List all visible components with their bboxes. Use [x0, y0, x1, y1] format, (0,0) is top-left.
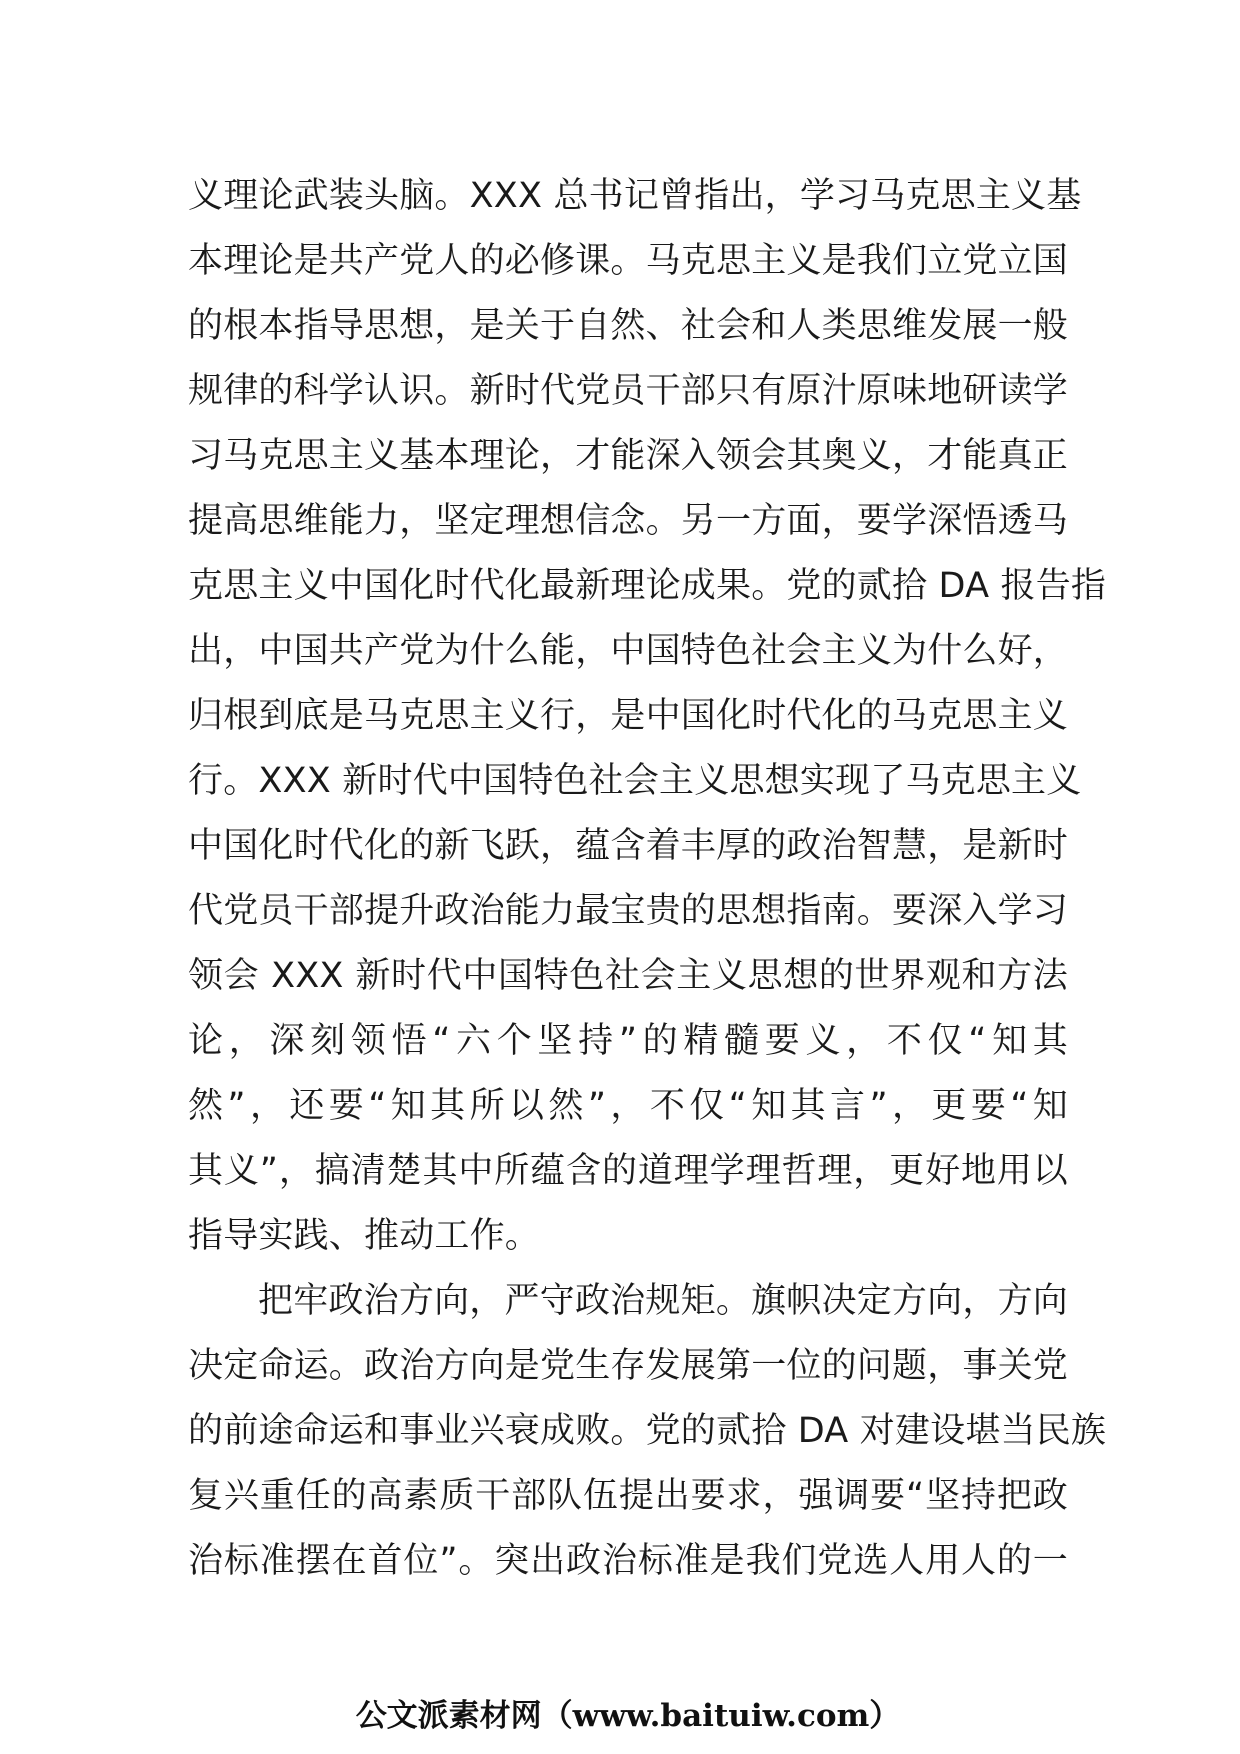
text-line: 决定命运。政治方向是党生存发展第一位的问题，事关党 [188, 1346, 1069, 1386]
text-line: 治标准摆在首位”。突出政治标准是我们党选人用人的一 [188, 1541, 1068, 1581]
text-line: 然”，还要“知其所以然”，不仅“知其言”，更要“知 [188, 1086, 1068, 1126]
text-line: 论，深刻领悟“六个坚持”的精髓要义，不仅“知其 [188, 1021, 1068, 1061]
text-line: 指导实践、推动工作。 [188, 1216, 541, 1256]
text-line: 的根本指导思想，是关于自然、社会和人类思维发展一般 [188, 306, 1069, 346]
text-line: 本理论是共产党人的必修课。马克思主义是我们立党立国 [188, 241, 1069, 281]
text-line: 行。XXX 新时代中国特色社会主义思想实现了马克思主义 [188, 761, 1082, 801]
text-line: 把牢政治方向，严守政治规矩。旗帜决定方向，方向 [258, 1281, 1068, 1321]
text-line: 出，中国共产党为什么能，中国特色社会主义为什么好， [188, 631, 1069, 671]
text-line: 规律的科学认识。新时代党员干部只有原汁原味地研读学 [188, 371, 1069, 411]
text-line: 提高思维能力，坚定理想信念。另一方面，要学深悟透马 [188, 501, 1069, 541]
document-body [188, 164, 1107, 1594]
text-line: 义理论武装头脑。XXX 总书记曾指出，学习马克思主义基 [188, 176, 1082, 216]
text-line: 代党员干部提升政治能力最宝贵的思想指南。要深入学习 [188, 891, 1069, 931]
text-line: 习马克思主义基本理论，才能深入领会其奥义，才能真正 [188, 436, 1069, 476]
page-footer-watermark: 公文派素材网（www.baituiw.com） [355, 1698, 901, 1734]
text-line: 克思主义中国化时代化最新理论成果。党的贰拾 DA 报告指 [188, 566, 1107, 606]
text-line: 的前途命运和事业兴衰成败。党的贰拾 DA 对建设堪当民族 [188, 1411, 1107, 1451]
text-line: 复兴重任的高素质干部队伍提出要求，强调要“坚持把政 [188, 1476, 1068, 1516]
text-line: 其义”，搞清楚其中所蕴含的道理学理哲理，更好地用以 [188, 1151, 1068, 1191]
text-line: 中国化时代化的新飞跃，蕴含着丰厚的政治智慧，是新时 [188, 826, 1069, 866]
text-line: 归根到底是马克思主义行，是中国化时代化的马克思主义 [188, 696, 1069, 736]
text-line: 领会 XXX 新时代中国特色社会主义思想的世界观和方法 [188, 956, 1068, 996]
